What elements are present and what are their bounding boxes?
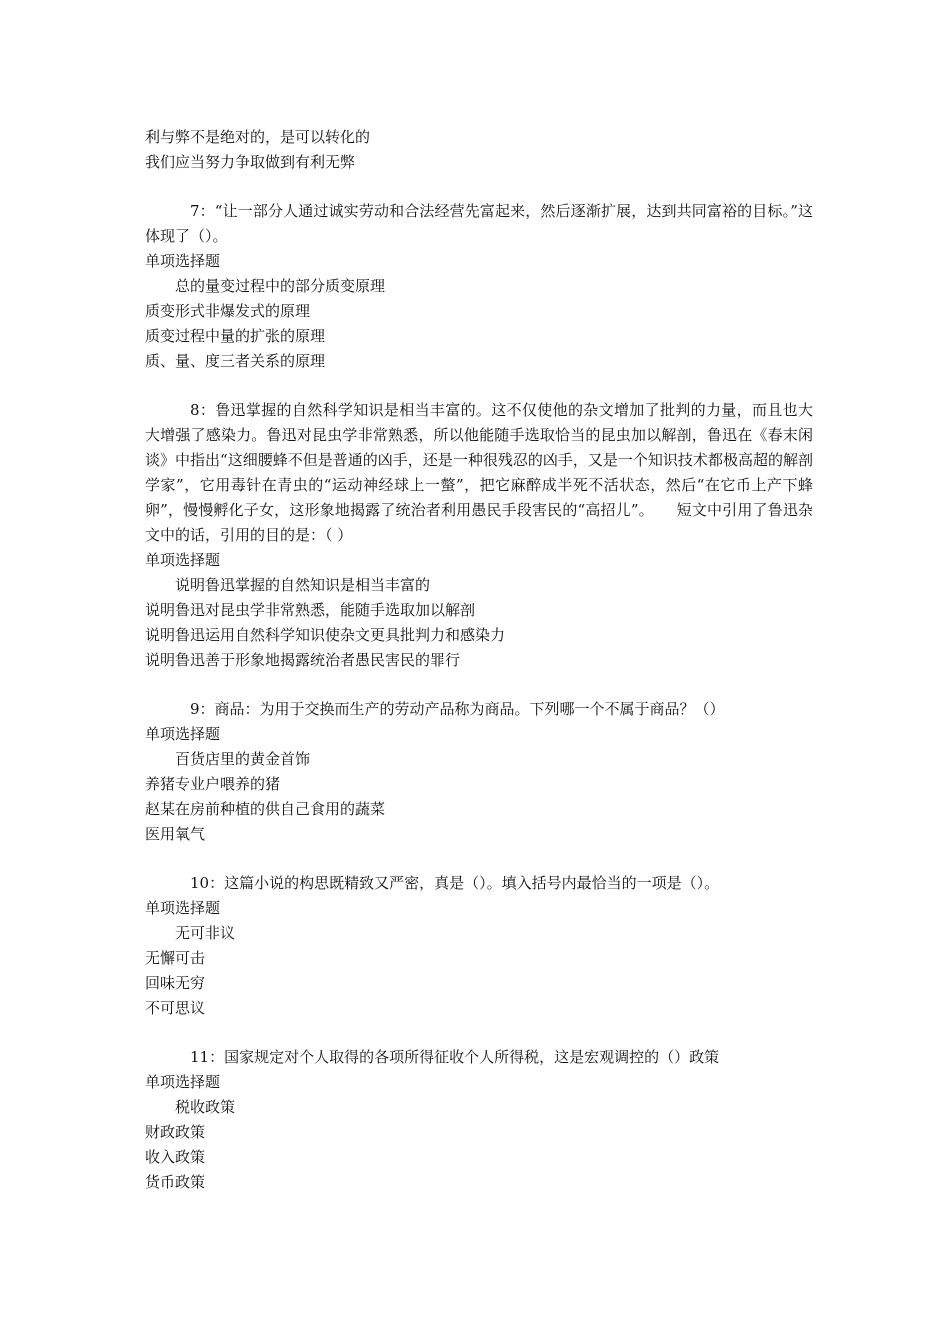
question-stem: 9：商品：为用于交换而生产的劳动产品称为商品。下列哪一个不属于商品？（） [190,700,725,718]
option-a: 百货店里的黄金首饰 [175,750,311,768]
question-9 [145,697,813,847]
option-b: 说明鲁迅对昆虫学非常熟悉，能随手选取加以解剖 [145,601,476,619]
option-a: 总的量变过程中的部分质变原理 [175,277,386,295]
option-d: 不可思议 [145,999,206,1017]
question-type-label: 单项选择题 [145,252,221,270]
option-d: 医用氧气 [145,825,206,843]
document-page [145,125,813,1195]
option-d: 质、量、度三者关系的原理 [145,352,326,370]
question-8 [145,398,813,673]
question-10 [145,871,813,1021]
question-stem: 7：“让一部分人通过诚实劳动和合法经营先富起来，然后逐渐扩展，达到共同富裕的目标。”这体现了（）。 [145,202,813,245]
lead-text [145,125,813,175]
option-d: 说明鲁迅善于形象地揭露统治者愚民害民的罪行 [145,651,461,669]
question-stem: 8：鲁迅掌握的自然科学知识是相当丰富的。这不仅使他的杂文增加了批判的力量，而且也大大增强了感染力。鲁迅对昆虫学非常熟悉，所以他能随手选取恰当的昆虫加以解剖，鲁迅在《春末闲谈》中指出“这细腰蜂不但是普通的凶手，还是一种很残忍的凶手，又是一个知识技术都极高超的解剖学家”，它用毒针在青虫的“运动神经球上一螫”，把它麻醉成半死不活状态，然后“在它币上产下蜂卵”，慢慢孵化子女，这形象地揭露了统治者利用愚民手段害民的“高招儿”。 短文中引用了鲁迅杂文中的话，引用的目的是：（ ） [145,401,813,544]
option-c: 回味无穷 [145,974,206,992]
question-stem: 11：国家规定对个人取得的各项所得征收个人所得税，这是宏观调控的（）政策 [190,1048,720,1066]
option-a: 税收政策 [175,1098,236,1116]
option-c: 说明鲁迅运用自然科学知识使杂文更具批判力和感染力 [145,626,506,644]
question-11 [145,1045,813,1195]
option-b: 财政政策 [145,1123,206,1141]
option-d: 货币政策 [145,1173,206,1191]
option-b: 质变形式非爆发式的原理 [145,302,311,320]
question-stem: 10：这篇小说的构思既精致又严密，真是（）。填入括号内最恰当的一项是（）。 [190,874,720,892]
question-type-label: 单项选择题 [145,1073,221,1091]
option-b: 无懈可击 [145,949,206,967]
lead-line: 我们应当努力争取做到有利无弊 [145,153,356,171]
option-b: 养猪专业户喂养的猪 [145,775,281,793]
option-c: 质变过程中量的扩张的原理 [145,327,326,345]
option-a: 说明鲁迅掌握的自然知识是相当丰富的 [175,576,431,594]
question-type-label: 单项选择题 [145,725,221,743]
question-7 [145,199,813,374]
lead-line: 利与弊不是绝对的，是可以转化的 [145,128,371,146]
option-a: 无可非议 [175,924,236,942]
option-c: 收入政策 [145,1148,206,1166]
option-c: 赵某在房前种植的供自己食用的蔬菜 [145,800,386,818]
question-type-label: 单项选择题 [145,551,221,569]
question-type-label: 单项选择题 [145,899,221,917]
